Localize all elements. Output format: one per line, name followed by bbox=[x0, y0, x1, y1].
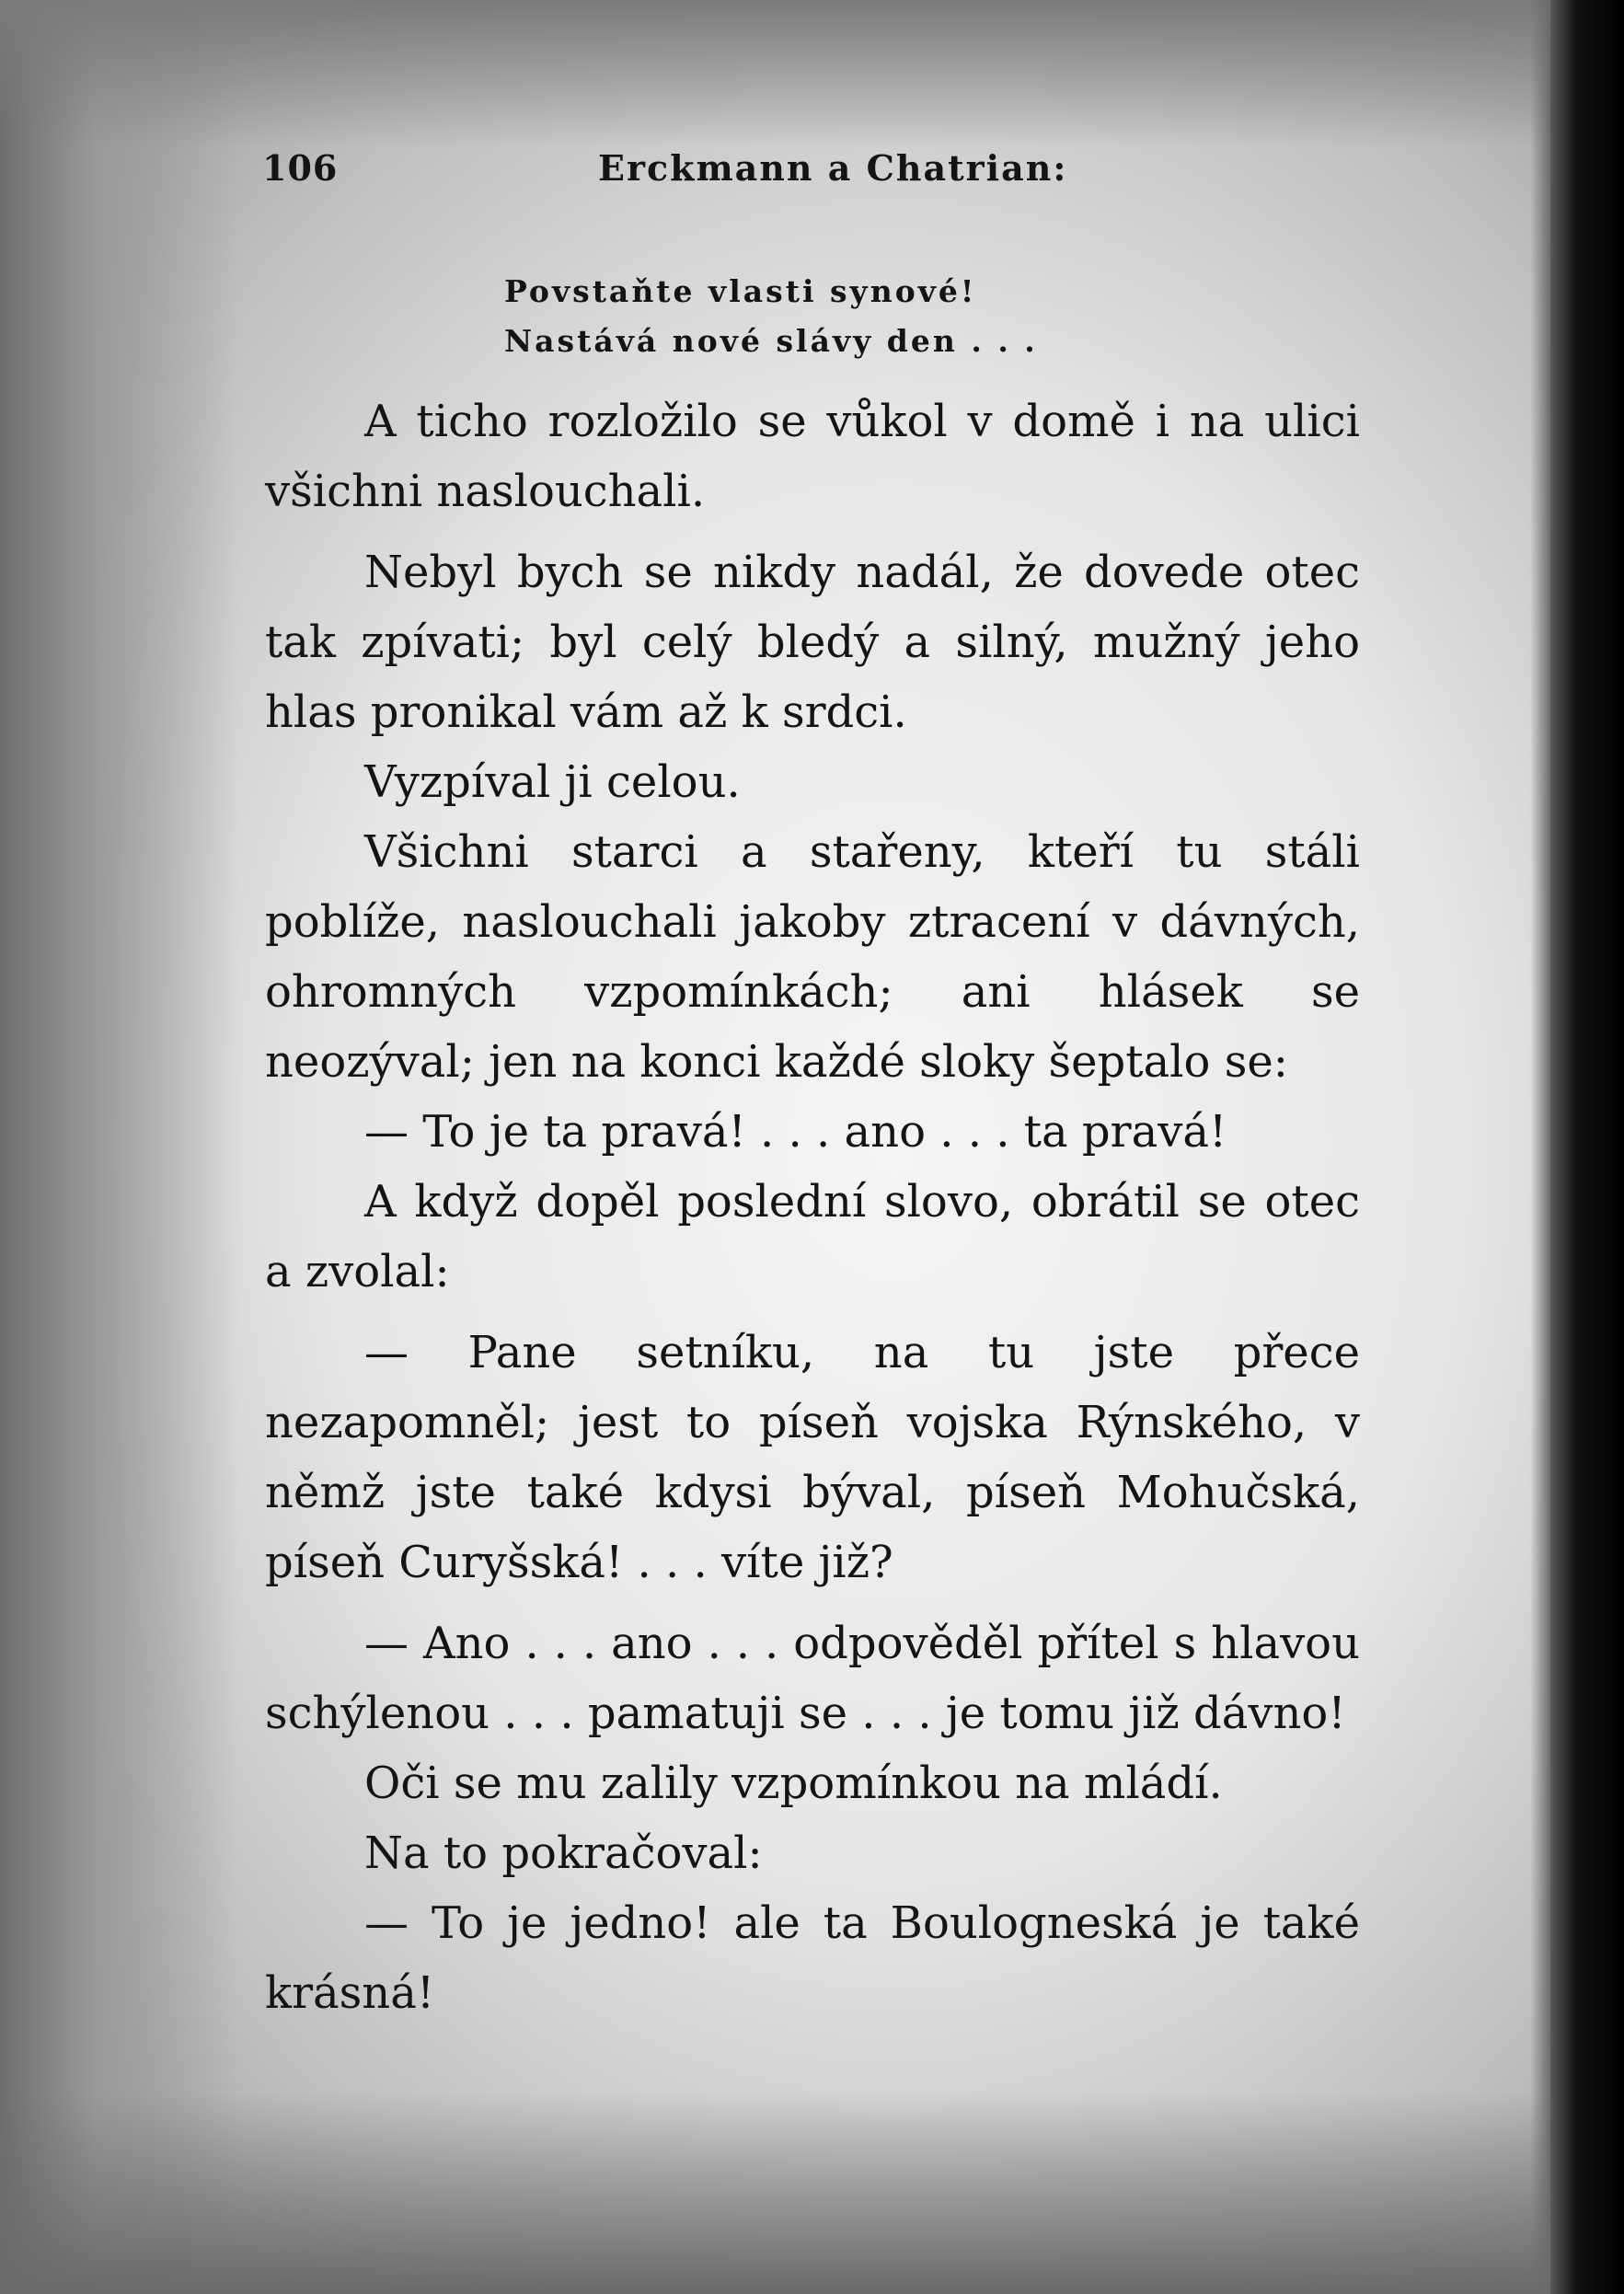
page-header bbox=[262, 147, 1366, 202]
paragraph: Nebyl bych se nikdy nadál, že dovede otec tak zpívati; byl celý bledý a silný, mužný jeho hlas pronikal vám až k srdci. bbox=[265, 547, 1360, 738]
running-head: Erckmann a Chatrian: bbox=[598, 147, 1068, 189]
page-number: 106 bbox=[262, 147, 339, 189]
paragraph: — To je jedno! ale ta Boulogneská je také krásná! bbox=[265, 1897, 1360, 2019]
paragraph: A ticho rozložilo se vůkol v domě i na ulici všichni naslouchali. bbox=[265, 396, 1360, 517]
body-text bbox=[265, 386, 1360, 2028]
verse-line: Povstaňte vlasti synové! bbox=[504, 273, 977, 309]
paragraph: Všichni starci a stařeny, kteří tu stáli poblíže, naslouchali jakoby ztracení v dávných, ohromných vzpomínkách; ani hlásek se neozýval; jen na konci každé sloky šeptalo se: bbox=[265, 826, 1360, 1088]
paragraph: — Pane setníku, na tu jste přece nezapomněl; jest to píseň vojska Rýnského, v němž jste také kdysi býval, píseň Mohučská, píseň Curyšská! . . . víte již? bbox=[265, 1327, 1360, 1588]
paragraph: A když dopěl poslední slovo, obrátil se otec a zvolal: bbox=[265, 1176, 1360, 1297]
song-verse bbox=[504, 267, 1038, 366]
paragraph: Oči se mu zalily vzpomínkou na mládí. bbox=[364, 1758, 1223, 1809]
verse-line: Nastává nové slávy den . . . bbox=[504, 323, 1038, 359]
paragraph: — Ano . . . ano . . . odpověděl přítel s hlavou schýlenou . . . pamatuji se . . . je tomu již dávno! bbox=[265, 1618, 1360, 1739]
paragraph: Vyzpíval ji celou. bbox=[364, 756, 741, 808]
paragraph: Na to pokračoval: bbox=[364, 1827, 763, 1879]
paragraph: — To je ta pravá! . . . ano . . . ta pravá! bbox=[364, 1106, 1227, 1158]
